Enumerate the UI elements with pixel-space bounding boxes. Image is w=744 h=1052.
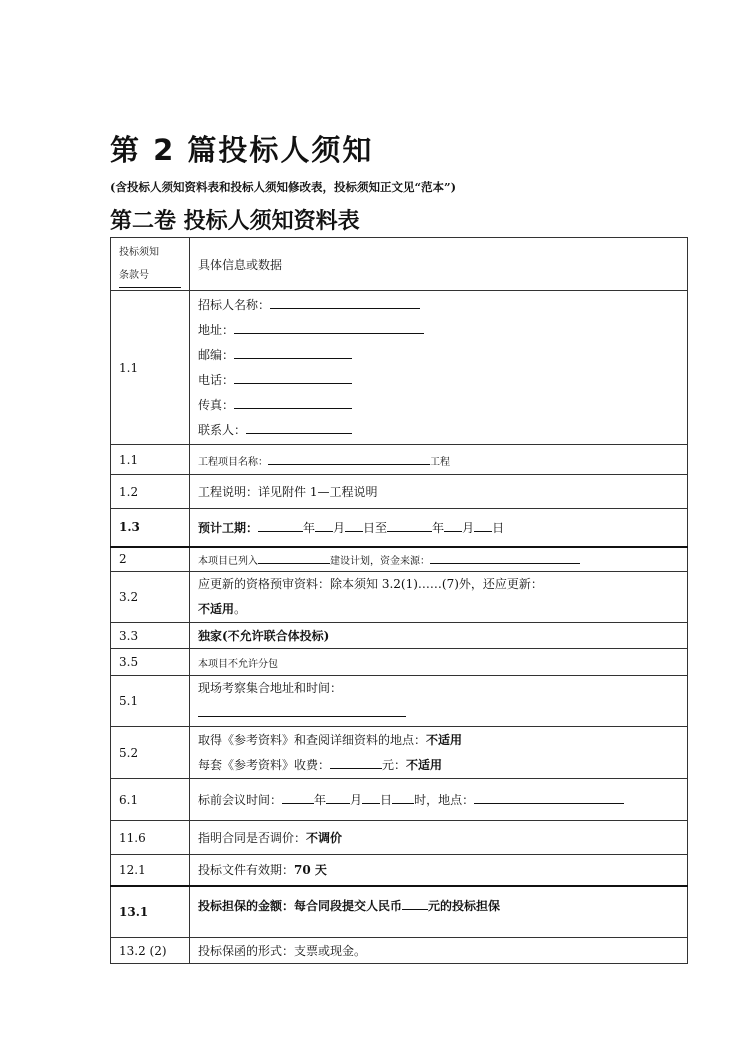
label: 地址：: [198, 322, 235, 337]
table-row: [111, 855, 688, 886]
label: 预计工期：: [198, 520, 259, 535]
label: 元：: [382, 757, 407, 772]
table-row: [111, 572, 688, 623]
header-col2: 具体信息或数据: [190, 238, 688, 291]
clause-no: 5.2: [111, 727, 190, 779]
label: 日: [380, 793, 393, 807]
clause-no: 2: [111, 547, 190, 572]
row-content: [190, 855, 688, 886]
table-header: [111, 238, 688, 291]
label: 月: [333, 520, 346, 535]
row-content: [190, 509, 688, 547]
table-row: [111, 649, 688, 676]
blank: [387, 519, 432, 532]
label: 每套《参考资料》收费：: [198, 757, 331, 772]
label: 取得《参考资料》和查阅详细资料的地点：: [198, 732, 427, 747]
label: 日: [492, 520, 505, 535]
label: 不适用: [198, 602, 235, 616]
page-title: 第 2 篇投标人须知: [110, 133, 374, 167]
label: 投标担保的金额：每合同段提交人民币: [198, 898, 403, 913]
row-content: [190, 291, 688, 445]
blank: [474, 791, 624, 804]
label: 年: [303, 520, 316, 535]
blank: [444, 519, 462, 532]
label: 不调价: [306, 831, 343, 845]
bidder-info-table: [110, 237, 688, 964]
label: 联系人：: [198, 422, 247, 437]
blank: [246, 421, 352, 434]
row-content: 工程说明：详见附件 1—工程说明: [190, 475, 688, 509]
label: 指明合同是否调价：: [198, 831, 307, 845]
blank: [430, 551, 580, 564]
label: 月: [350, 793, 363, 807]
label: 标前会议时间：: [198, 793, 283, 807]
header-col1: 投标须知: [119, 247, 159, 258]
row-content: [190, 445, 688, 475]
label: 年: [432, 520, 445, 535]
blank: [234, 321, 424, 334]
table-row: [111, 676, 688, 727]
clause-no: 3.5: [111, 649, 190, 676]
label: 投标文件有效期：: [198, 863, 295, 878]
clause-no: 5.1: [111, 676, 190, 727]
blank: [362, 791, 380, 804]
label: 70 天: [294, 863, 327, 878]
blank: [234, 371, 352, 384]
label: 不适用: [406, 757, 443, 772]
label: 传真：: [198, 397, 235, 412]
label: 。: [234, 602, 247, 616]
table-row: [111, 938, 688, 964]
clause-no: 1.1: [111, 445, 190, 475]
blank: [258, 551, 330, 564]
clause-no: 6.1: [111, 779, 190, 821]
label: 不适用: [426, 732, 463, 747]
blank: [268, 452, 430, 465]
table-row: [111, 291, 688, 445]
label: 工程: [430, 456, 450, 468]
label: 邮编：: [198, 347, 235, 362]
header-col1-sub: 条款号: [119, 265, 181, 288]
clause-no: 13.1: [111, 886, 190, 938]
table-row: [111, 475, 688, 509]
row-content: [190, 547, 688, 572]
label: 日至: [363, 520, 388, 535]
clause-no: 3.2: [111, 572, 190, 623]
blank: [282, 791, 314, 804]
blank: [270, 296, 420, 309]
label: 应更新的资格预审资料：除本须知 3.2(1)……(7)外，还应更新：: [198, 577, 543, 591]
blank: [345, 519, 363, 532]
row-content: 投标保函的形式：支票或现金。: [190, 938, 688, 964]
label: 年: [314, 793, 327, 807]
table-row: [111, 821, 688, 855]
blank: [326, 791, 350, 804]
label: 时，地点：: [414, 793, 475, 807]
table-row: [111, 445, 688, 475]
subtitle: (含投标人须知资料表和投标人须知修改表，投标须知正文见“范本”): [110, 180, 457, 194]
table-row: [111, 509, 688, 547]
clause-no: 1.3: [111, 509, 190, 547]
blank: [234, 346, 352, 359]
table-row: [111, 779, 688, 821]
row-content: 独家(不允许联合体投标): [190, 623, 688, 649]
table-row: [111, 623, 688, 649]
label: 现场考察集合地址和时间：: [198, 681, 343, 695]
blank: [330, 756, 382, 769]
label: 月: [462, 520, 475, 535]
blank: [402, 897, 428, 910]
row-content: [190, 779, 688, 821]
clause-no: 12.1: [111, 855, 190, 886]
clause-no: 1.1: [111, 291, 190, 445]
label: 元的投标担保: [428, 898, 501, 913]
blank: [234, 396, 352, 409]
row-content: [190, 727, 688, 779]
row-content: [190, 886, 688, 938]
label: 工程项目名称：: [198, 456, 268, 468]
blank: [258, 519, 303, 532]
clause-no: 11.6: [111, 821, 190, 855]
clause-no: 3.3: [111, 623, 190, 649]
section-title: 第二卷 投标人须知资料表: [110, 209, 360, 234]
blank: [474, 519, 492, 532]
label: 建设计划，资金来源：: [330, 556, 430, 568]
row-content: [190, 676, 688, 727]
clause-no: 13.2 (2): [111, 938, 190, 964]
table-row: [111, 727, 688, 779]
row-content: [190, 821, 688, 855]
label: 招标人名称：: [198, 297, 271, 312]
label: 本项目已列入: [198, 556, 258, 568]
blank: [315, 519, 333, 532]
row-content: [190, 572, 688, 623]
blank: [392, 791, 414, 804]
table-row: [111, 547, 688, 572]
blank: [198, 704, 406, 717]
row-content: 本项目不允许分包: [190, 649, 688, 676]
table-row: [111, 886, 688, 938]
label: 电话：: [198, 372, 235, 387]
clause-no: 1.2: [111, 475, 190, 509]
